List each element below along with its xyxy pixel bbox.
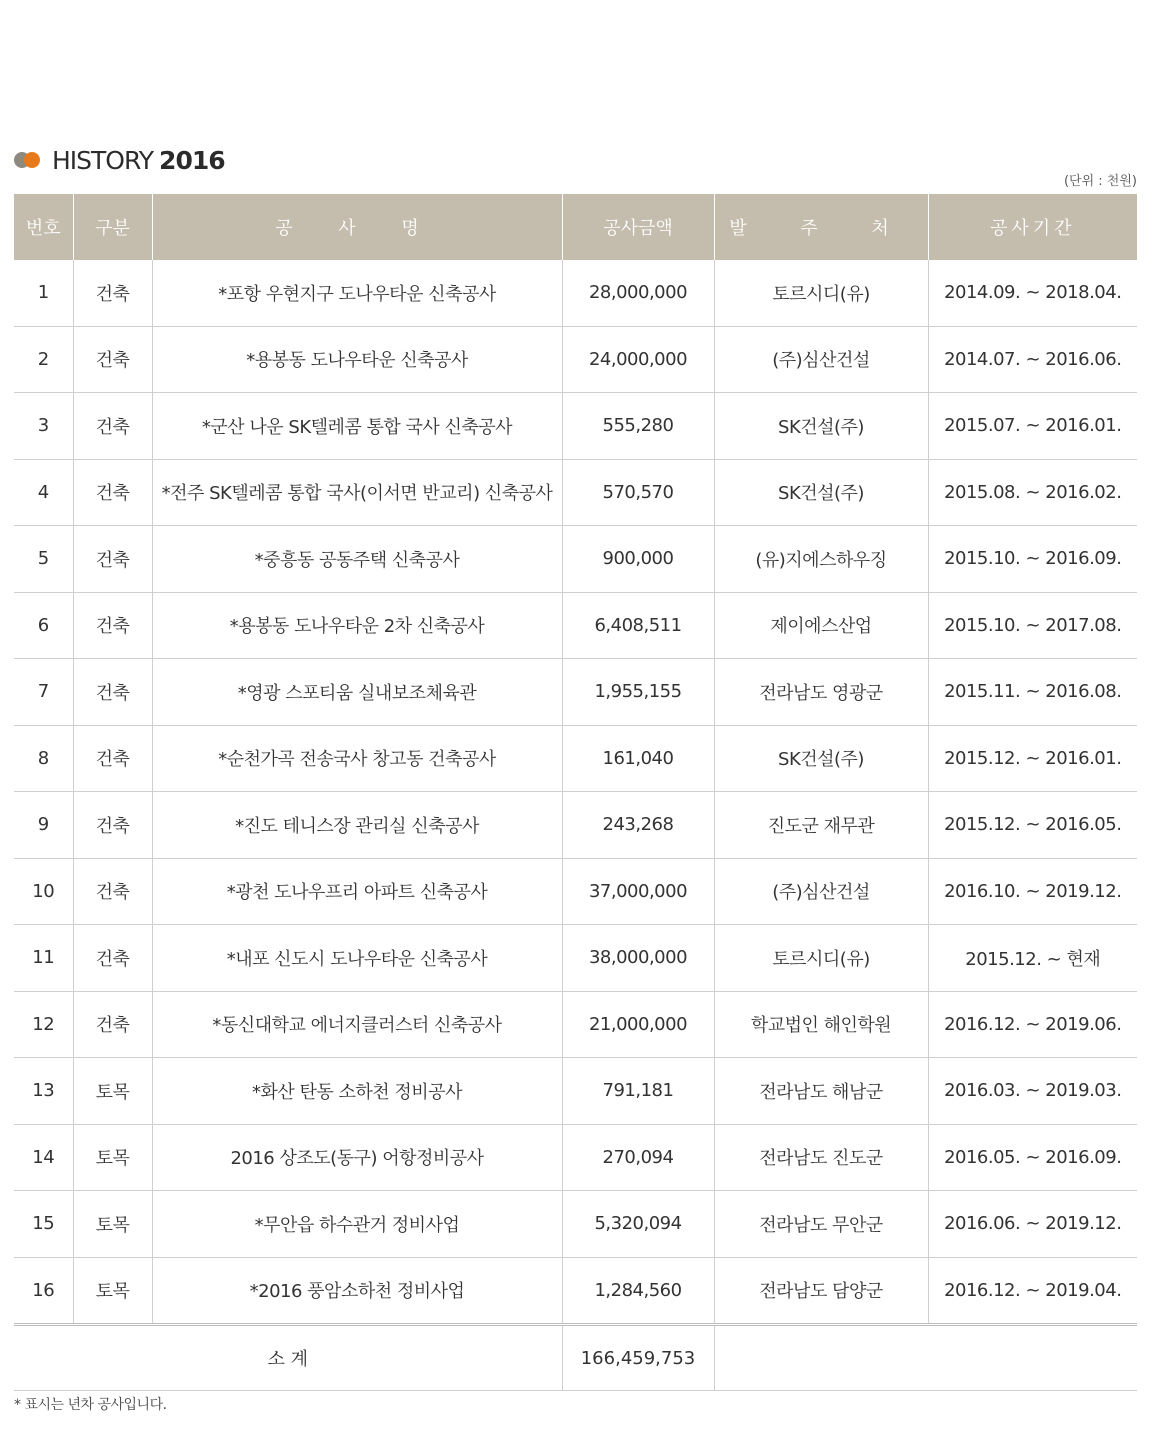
- cell-client: SK건설(주): [714, 393, 928, 460]
- table-row: [14, 592, 1137, 659]
- cell-category: 건축: [73, 725, 152, 792]
- table-row: [14, 1058, 1137, 1125]
- table-row: [14, 725, 1137, 792]
- header-client: 발 주 처: [714, 194, 928, 260]
- cell-client: 전라남도 해남군: [714, 1058, 928, 1125]
- cell-number: 15: [14, 1191, 73, 1258]
- table-header-row: [14, 194, 1137, 260]
- header-project-name: 공 사 명: [152, 194, 562, 260]
- title-history: HISTORY: [52, 145, 154, 175]
- cell-client: SK건설(주): [714, 725, 928, 792]
- cell-category: 건축: [73, 858, 152, 925]
- cell-category: 토목: [73, 1124, 152, 1191]
- cell-category: 건축: [73, 260, 152, 326]
- cell-amount: 270,094: [562, 1124, 714, 1191]
- cell-number: 12: [14, 991, 73, 1058]
- cell-client: (주)심산건설: [714, 326, 928, 393]
- cell-number: 13: [14, 1058, 73, 1125]
- cell-period: 2015.12. ~ 2016.01.: [928, 725, 1137, 792]
- cell-number: 16: [14, 1257, 73, 1325]
- orange-circle-icon: [24, 152, 40, 168]
- cell-amount: 243,268: [562, 792, 714, 859]
- cell-amount: 28,000,000: [562, 260, 714, 326]
- cell-project-name: *영광 스포티움 실내보조체육관: [152, 659, 562, 726]
- cell-client: 제이에스산업: [714, 592, 928, 659]
- cell-amount: 161,040: [562, 725, 714, 792]
- header-period: 공사기간: [928, 194, 1137, 260]
- cell-amount: 38,000,000: [562, 925, 714, 992]
- header-category: 구분: [73, 194, 152, 260]
- cell-category: 건축: [73, 526, 152, 593]
- table-row: [14, 326, 1137, 393]
- cell-client: 학교법인 해인학원: [714, 991, 928, 1058]
- table-row: [14, 260, 1137, 326]
- cell-number: 14: [14, 1124, 73, 1191]
- cell-category: 건축: [73, 393, 152, 460]
- cell-category: 건축: [73, 792, 152, 859]
- table-row: [14, 459, 1137, 526]
- cell-amount: 555,280: [562, 393, 714, 460]
- unit-label: (단위 : 천원): [1063, 174, 1137, 189]
- cell-project-name: *중흥동 공동주택 신축공사: [152, 526, 562, 593]
- table-row: [14, 1191, 1137, 1258]
- page-title: [52, 146, 225, 175]
- table-row: [14, 792, 1137, 859]
- cell-project-name: 2016 상조도(동구) 어항정비공사: [152, 1124, 562, 1191]
- cell-number: 11: [14, 925, 73, 992]
- table-row: [14, 858, 1137, 925]
- cell-amount: 5,320,094: [562, 1191, 714, 1258]
- cell-category: 건축: [73, 592, 152, 659]
- cell-period: 2015.10. ~ 2016.09.: [928, 526, 1137, 593]
- table-row: [14, 526, 1137, 593]
- cell-client: 전라남도 무안군: [714, 1191, 928, 1258]
- table-row: [14, 925, 1137, 992]
- cell-number: 3: [14, 393, 73, 460]
- cell-project-name: *2016 풍암소하천 정비사업: [152, 1257, 562, 1325]
- cell-period: 2014.09. ~ 2018.04.: [928, 260, 1137, 326]
- cell-client: 전라남도 담양군: [714, 1257, 928, 1325]
- cell-amount: 1,284,560: [562, 1257, 714, 1325]
- cell-amount: 6,408,511: [562, 592, 714, 659]
- cell-client: SK건설(주): [714, 459, 928, 526]
- cell-amount: 791,181: [562, 1058, 714, 1125]
- cell-number: 2: [14, 326, 73, 393]
- cell-client: 토르시디(유): [714, 925, 928, 992]
- history-table: [14, 194, 1137, 1391]
- cell-project-name: *광천 도나우프리 아파트 신축공사: [152, 858, 562, 925]
- cell-project-name: *용봉동 도나우타운 신축공사: [152, 326, 562, 393]
- cell-number: 9: [14, 792, 73, 859]
- table-row: [14, 659, 1137, 726]
- cell-number: 10: [14, 858, 73, 925]
- cell-amount: 570,570: [562, 459, 714, 526]
- total-empty: [714, 1325, 1137, 1391]
- cell-period: 2016.10. ~ 2019.12.: [928, 858, 1137, 925]
- cell-client: (주)심산건설: [714, 858, 928, 925]
- cell-period: 2015.11. ~ 2016.08.: [928, 659, 1137, 726]
- cell-project-name: *포항 우현지구 도나우타운 신축공사: [152, 260, 562, 326]
- title-year: 2016: [159, 145, 225, 175]
- cell-category: 토목: [73, 1058, 152, 1125]
- cell-number: 6: [14, 592, 73, 659]
- table-row: [14, 991, 1137, 1058]
- cell-period: 2014.07. ~ 2016.06.: [928, 326, 1137, 393]
- cell-amount: 1,955,155: [562, 659, 714, 726]
- cell-number: 1: [14, 260, 73, 326]
- total-row: [14, 1325, 1137, 1391]
- cell-number: 7: [14, 659, 73, 726]
- cell-period: 2016.12. ~ 2019.06.: [928, 991, 1137, 1058]
- cell-project-name: *용봉동 도나우타운 2차 신축공사: [152, 592, 562, 659]
- cell-client: (유)지에스하우징: [714, 526, 928, 593]
- cell-project-name: *내포 신도시 도나우타운 신축공사: [152, 925, 562, 992]
- cell-number: 5: [14, 526, 73, 593]
- cell-period: 2016.05. ~ 2016.09.: [928, 1124, 1137, 1191]
- cell-category: 토목: [73, 1191, 152, 1258]
- cell-period: 2015.12. ~ 2016.05.: [928, 792, 1137, 859]
- cell-client: 토르시디(유): [714, 260, 928, 326]
- cell-amount: 900,000: [562, 526, 714, 593]
- cell-client: 전라남도 진도군: [714, 1124, 928, 1191]
- cell-category: 건축: [73, 459, 152, 526]
- cell-period: 2015.07. ~ 2016.01.: [928, 393, 1137, 460]
- cell-client: 전라남도 영광군: [714, 659, 928, 726]
- cell-period: 2015.10. ~ 2017.08.: [928, 592, 1137, 659]
- cell-project-name: *화산 탄동 소하천 정비공사: [152, 1058, 562, 1125]
- section-header: [14, 143, 225, 177]
- cell-category: 토목: [73, 1257, 152, 1325]
- cell-category: 건축: [73, 925, 152, 992]
- cell-project-name: *무안읍 하수관거 정비사업: [152, 1191, 562, 1258]
- total-label: 소 계: [14, 1325, 562, 1391]
- cell-project-name: *동신대학교 에너지클러스터 신축공사: [152, 991, 562, 1058]
- cell-category: 건축: [73, 991, 152, 1058]
- table-row: [14, 1124, 1137, 1191]
- cell-client: 진도군 재무관: [714, 792, 928, 859]
- cell-number: 4: [14, 459, 73, 526]
- cell-amount: 37,000,000: [562, 858, 714, 925]
- cell-project-name: *순천가곡 전송국사 창고동 건축공사: [152, 725, 562, 792]
- cell-project-name: *군산 나운 SK텔레콤 통합 국사 신축공사: [152, 393, 562, 460]
- table-row: [14, 393, 1137, 460]
- cell-number: 8: [14, 725, 73, 792]
- footnote: * 표시는 년차 공사입니다.: [14, 1397, 167, 1413]
- cell-period: 2016.06. ~ 2019.12.: [928, 1191, 1137, 1258]
- cell-period: 2015.08. ~ 2016.02.: [928, 459, 1137, 526]
- cell-amount: 21,000,000: [562, 991, 714, 1058]
- header-number: 번호: [14, 194, 73, 260]
- cell-category: 건축: [73, 659, 152, 726]
- cell-period: 2015.12. ~ 현재: [928, 925, 1137, 992]
- total-value: 166,459,753: [562, 1325, 714, 1391]
- cell-category: 건축: [73, 326, 152, 393]
- cell-project-name: *진도 테니스장 관리실 신축공사: [152, 792, 562, 859]
- cell-period: 2016.03. ~ 2019.03.: [928, 1058, 1137, 1125]
- cell-project-name: *전주 SK텔레콤 통합 국사(이서면 반교리) 신축공사: [152, 459, 562, 526]
- header-amount: 공사금액: [562, 194, 714, 260]
- cell-period: 2016.12. ~ 2019.04.: [928, 1257, 1137, 1325]
- table-row: [14, 1257, 1137, 1325]
- cell-amount: 24,000,000: [562, 326, 714, 393]
